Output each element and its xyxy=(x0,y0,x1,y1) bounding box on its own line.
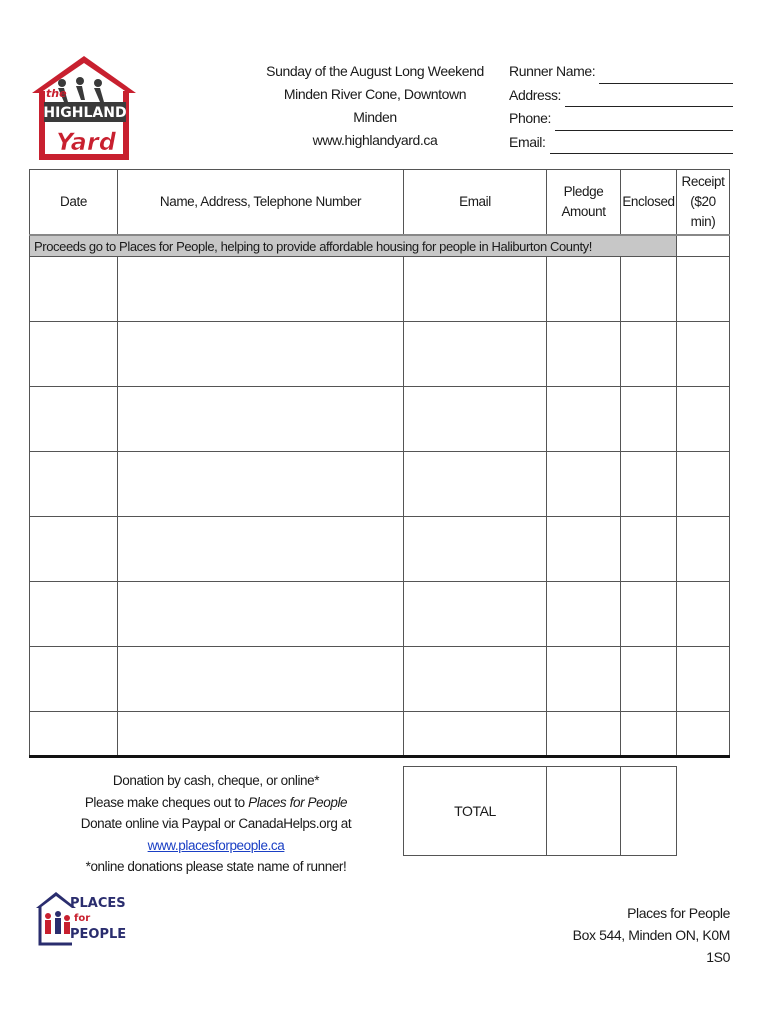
table-row xyxy=(30,647,730,712)
receipt-cell[interactable] xyxy=(677,517,730,582)
cheque-payee: Places for People xyxy=(248,794,348,810)
receipt-cell[interactable] xyxy=(677,322,730,387)
runner-name-row xyxy=(509,60,733,84)
proceeds-banner: Proceeds go to Places for People, helping to provide affordable housing for people in Haliburton County! xyxy=(30,235,677,257)
email-cell[interactable] xyxy=(404,582,547,647)
runner-address-row xyxy=(509,84,733,108)
pledge-cell[interactable] xyxy=(547,517,621,582)
name-cell[interactable] xyxy=(118,387,404,452)
email-cell[interactable] xyxy=(404,387,547,452)
enclosed-cell[interactable] xyxy=(621,257,677,322)
name-cell[interactable] xyxy=(118,257,404,322)
email-cell[interactable] xyxy=(404,257,547,322)
pledge-cell[interactable] xyxy=(547,647,621,712)
receipt-cell[interactable] xyxy=(677,647,730,712)
donation-methods: Donation by cash, cheque, or online* xyxy=(112,773,320,788)
logo-text-for: for xyxy=(74,913,91,924)
date-cell[interactable] xyxy=(30,452,118,517)
online-note: *online donations please state name of runner! xyxy=(85,859,347,874)
col-header-pledge xyxy=(547,170,621,236)
enclosed-cell[interactable] xyxy=(621,647,677,712)
runner-name-field[interactable] xyxy=(599,69,733,84)
cheque-instructions xyxy=(40,792,392,814)
name-cell[interactable] xyxy=(118,517,404,582)
runner-phone-label: Phone: xyxy=(509,110,551,126)
receipt-cell[interactable] xyxy=(677,582,730,647)
pledge-cell[interactable] xyxy=(547,322,621,387)
donation-note xyxy=(40,770,392,878)
logo-text-the: the xyxy=(46,87,67,100)
runner-info xyxy=(509,60,733,154)
runner-phone-field[interactable] xyxy=(555,116,733,131)
logo-text-highland: HIGHLAND xyxy=(43,105,127,121)
enclosed-cell[interactable] xyxy=(621,322,677,387)
pledge-header-line1: Pledge xyxy=(563,184,604,199)
col-header-email: Email xyxy=(404,170,547,236)
online-prefix: Donate online via Paypal or CanadaHelps.org at xyxy=(80,816,352,831)
runner-email-row xyxy=(509,131,733,155)
org-mailing-address: Box 544, Minden ON, K0M 1S0 xyxy=(572,927,730,965)
table-row xyxy=(30,387,730,452)
total-enclosed-cell[interactable] xyxy=(621,767,677,856)
places-for-people-logo xyxy=(34,886,128,948)
total-row xyxy=(404,767,677,856)
date-cell[interactable] xyxy=(30,257,118,322)
runner-phone-row xyxy=(509,107,733,131)
runner-email-label: Email: xyxy=(509,133,546,150)
table-row xyxy=(30,322,730,387)
proceeds-banner-row xyxy=(30,235,730,257)
org-address xyxy=(560,902,730,968)
enclosed-cell[interactable] xyxy=(621,517,677,582)
date-cell[interactable] xyxy=(30,322,118,387)
logo-text-places: PLACES xyxy=(70,896,126,911)
receipt-cell[interactable] xyxy=(677,257,730,322)
pledge-cell[interactable] xyxy=(547,582,621,647)
name-cell[interactable] xyxy=(118,712,404,757)
total-label: TOTAL xyxy=(404,767,547,856)
pledge-table xyxy=(29,169,730,758)
pledge-cell[interactable] xyxy=(547,387,621,452)
name-cell[interactable] xyxy=(118,582,404,647)
email-cell[interactable] xyxy=(404,712,547,757)
table-row xyxy=(30,517,730,582)
email-cell[interactable] xyxy=(404,517,547,582)
col-header-enclosed: Enclosed xyxy=(621,170,677,236)
receipt-header-line1: Receipt xyxy=(681,174,725,189)
logo-text-yard: Yard xyxy=(56,128,116,156)
table-row xyxy=(30,452,730,517)
logo-text-people: PEOPLE xyxy=(70,927,127,942)
highland-yard-logo xyxy=(28,53,140,163)
date-cell[interactable] xyxy=(30,712,118,757)
total-box xyxy=(403,766,677,856)
table-row xyxy=(30,582,730,647)
col-header-receipt xyxy=(677,170,730,236)
pledge-cell[interactable] xyxy=(547,452,621,517)
event-website[interactable]: www.highlandyard.ca xyxy=(312,132,438,148)
table-row xyxy=(30,257,730,322)
date-cell[interactable] xyxy=(30,387,118,452)
enclosed-cell[interactable] xyxy=(621,582,677,647)
receipt-cell[interactable] xyxy=(677,452,730,517)
runner-email-field[interactable] xyxy=(550,139,734,154)
event-info xyxy=(262,60,488,152)
banner-blank-cell xyxy=(677,235,730,257)
receipt-cell[interactable] xyxy=(677,387,730,452)
receipt-header-line2: ($20 xyxy=(690,194,716,209)
runner-address-label: Address: xyxy=(509,86,562,103)
enclosed-cell[interactable] xyxy=(621,387,677,452)
col-header-name: Name, Address, Telephone Number xyxy=(118,170,404,236)
name-cell[interactable] xyxy=(118,322,404,387)
email-cell[interactable] xyxy=(404,452,547,517)
pledge-header-line2: Amount xyxy=(561,204,606,219)
name-cell[interactable] xyxy=(118,647,404,712)
enclosed-cell[interactable] xyxy=(621,452,677,517)
table-row xyxy=(30,712,730,757)
email-cell[interactable] xyxy=(404,647,547,712)
runner-name-label: Runner Name: xyxy=(509,63,596,79)
people-figures-icon xyxy=(45,911,70,934)
table-header-row xyxy=(30,170,730,236)
cheque-prefix: Please make cheques out to xyxy=(84,794,249,810)
date-cell[interactable] xyxy=(30,517,118,582)
org-name: Places for People xyxy=(627,905,730,921)
date-cell[interactable] xyxy=(30,582,118,647)
name-cell[interactable] xyxy=(118,452,404,517)
receipt-cell[interactable] xyxy=(677,712,730,757)
receipt-header-line3: min) xyxy=(690,214,716,229)
pledge-cell[interactable] xyxy=(547,257,621,322)
total-pledge-cell[interactable] xyxy=(547,767,621,856)
event-location: Minden River Cone, Downtown Minden xyxy=(283,86,467,125)
email-cell[interactable] xyxy=(404,322,547,387)
enclosed-cell[interactable] xyxy=(621,712,677,757)
online-instructions xyxy=(40,813,392,856)
col-header-date: Date xyxy=(30,170,118,236)
runner-address-field[interactable] xyxy=(565,92,733,107)
pledge-cell[interactable] xyxy=(547,712,621,757)
date-cell[interactable] xyxy=(30,647,118,712)
event-date: Sunday of the August Long Weekend xyxy=(266,63,484,79)
donation-link[interactable]: www.placesforpeople.ca xyxy=(147,837,285,853)
